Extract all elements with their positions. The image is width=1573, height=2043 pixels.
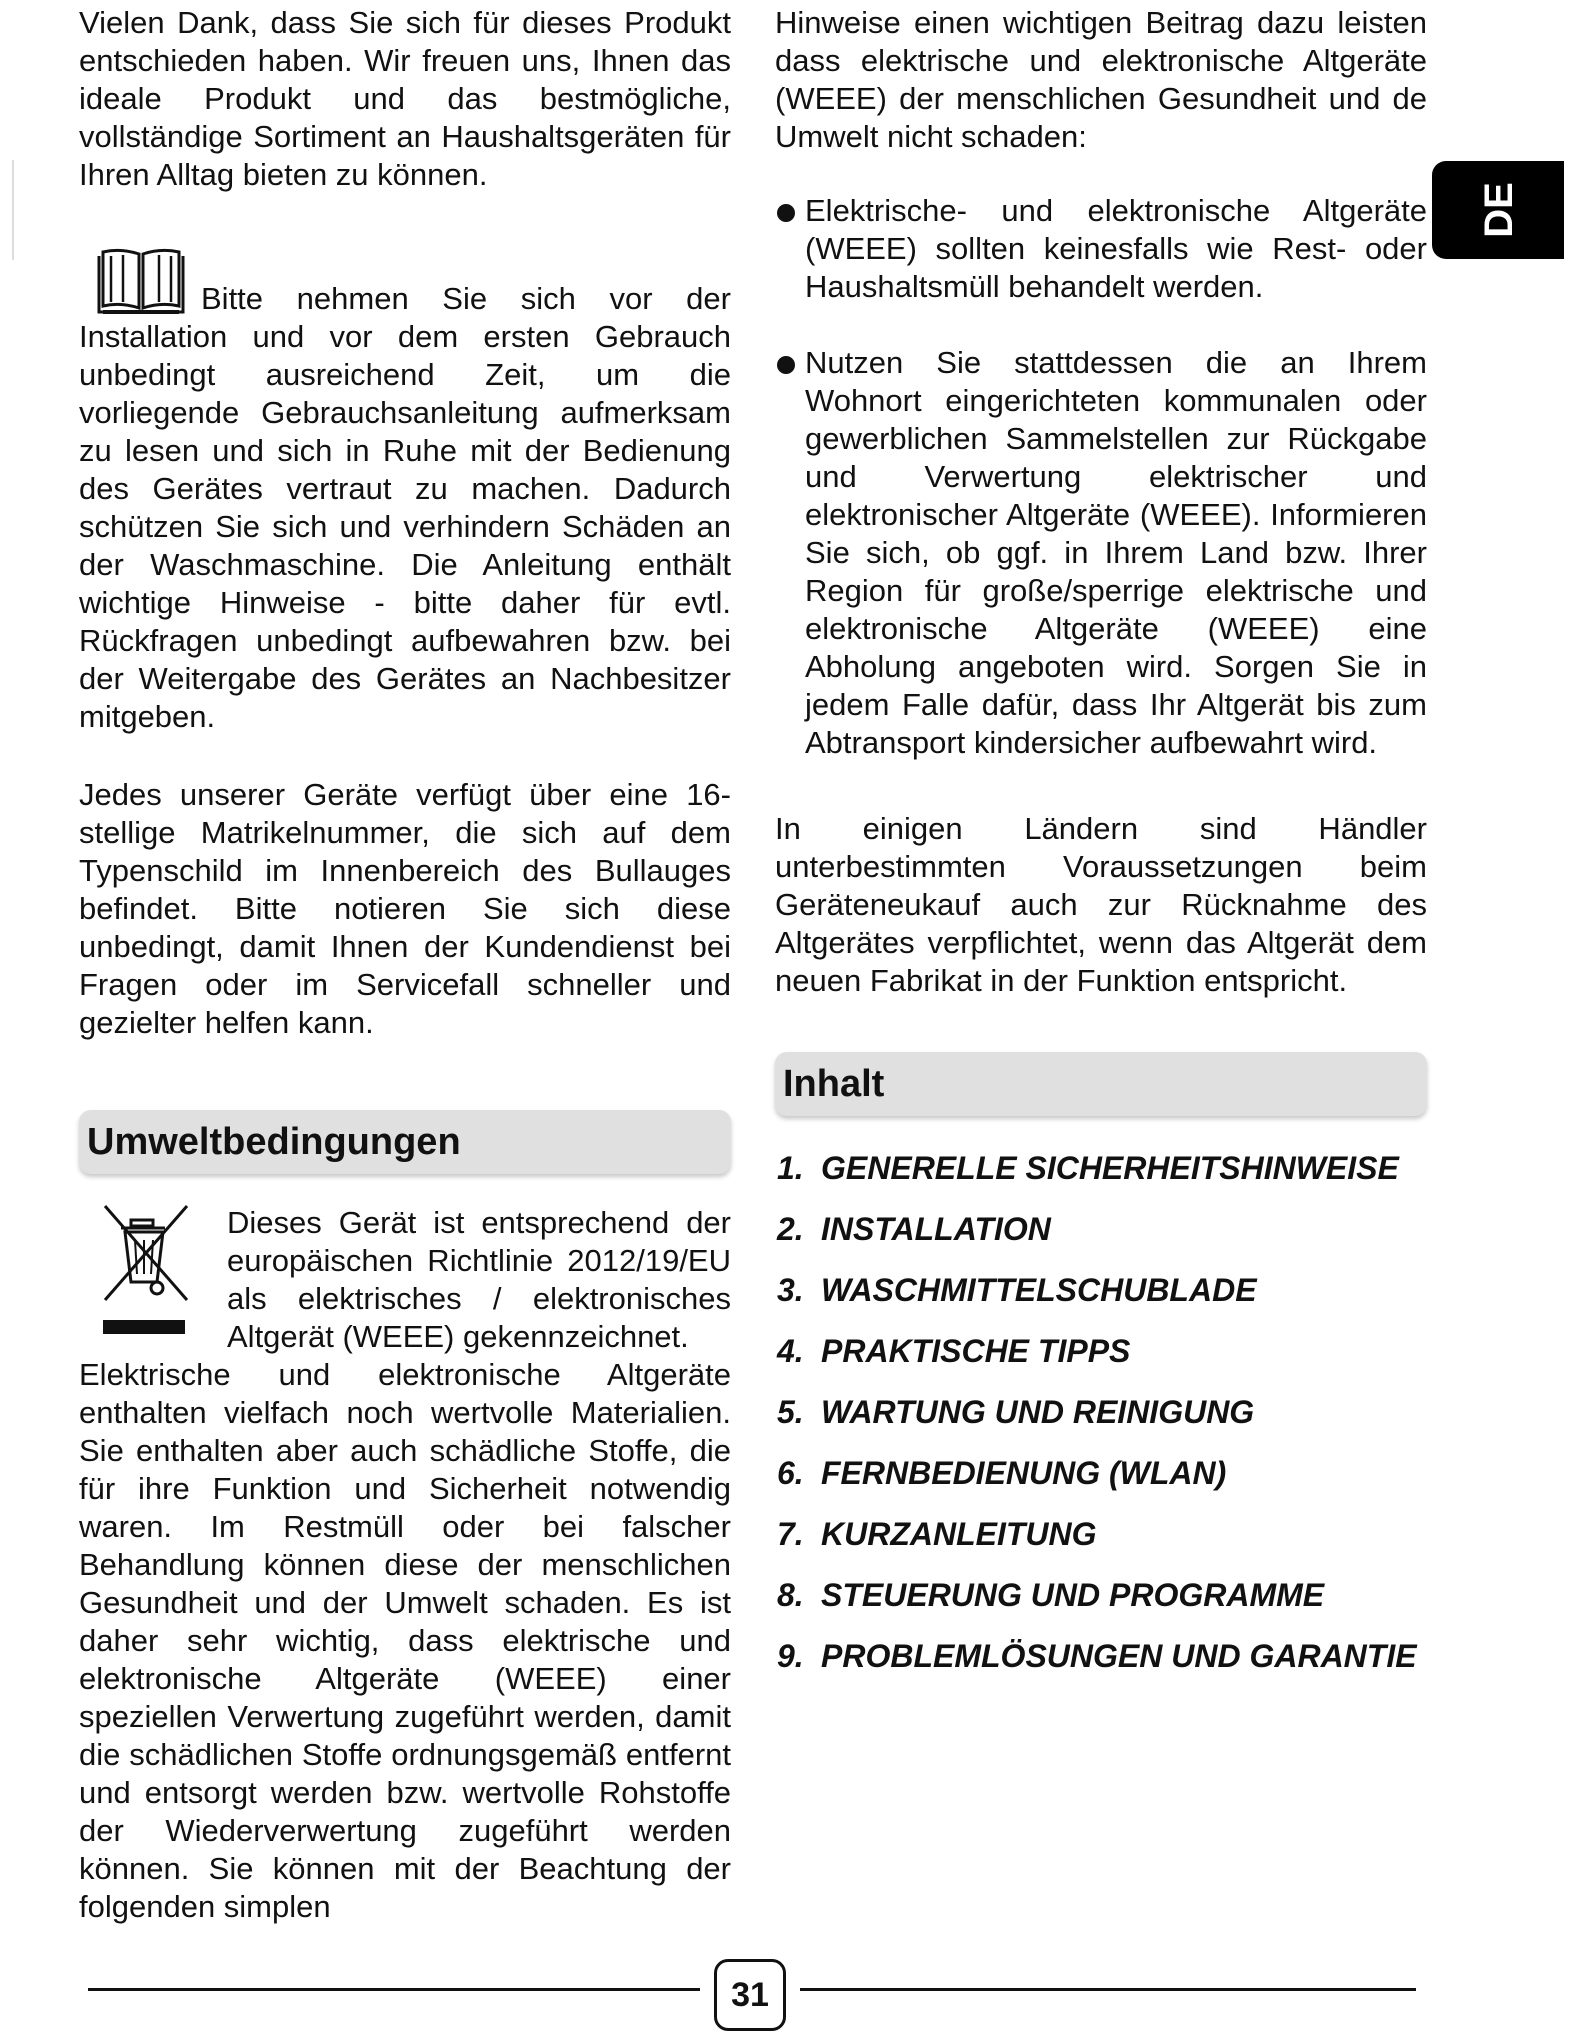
bullet-item — [775, 192, 1427, 306]
manual-paragraph: Installation und vor dem ersten Gebrauch unbedingt ausreichend Zeit, um die vorliegende Gebrauchsanleitung aufmerksam zu lesen und sich in Ruhe mit der Bedienung des Gerätes vertraut zu machen. Dadurch schützen Sie sich und verhindern Schäden an der Waschmaschine. Die Anleitung enthält wichtige Hinweise - bitte daher für evtl. Rückfragen unbedingt aufbewahren bzw. bei der Weitergabe des Gerätes an Nachbesitzer mitgeben. — [79, 319, 731, 734]
toc-item[interactable]: 6. FERNBEDIENUNG (WLAN) — [777, 1455, 1227, 1491]
toc-item[interactable]: 9. PROBLEMLÖSUNGEN UND GARANTIE — [777, 1638, 1417, 1674]
manual-notice — [79, 246, 731, 736]
return-paragraph: In einigen Ländern sind Händler unterbestimmten Voraussetzungen beim Geräteneukauf auch zur Rücknahme des Altgerätes verpflichtet, wenn das Altgerät dem neuen Fabrikat in der Funktion entspricht. — [775, 811, 1427, 998]
contents-heading: Inhalt — [775, 1052, 1427, 1116]
language-tab — [1432, 161, 1564, 259]
bullet-dot-icon — [777, 204, 795, 222]
weee-notice — [79, 1204, 731, 1356]
left-column — [79, 0, 731, 1926]
manual-first-line: Bitte nehmen Sie sich vor der — [201, 281, 731, 316]
table-of-contents — [775, 1138, 1427, 1687]
language-label: DE — [1477, 182, 1521, 238]
bullet-item — [775, 344, 1427, 762]
margin-mark — [12, 160, 14, 260]
toc-item[interactable]: 4. PRAKTISCHE TIPPS — [777, 1333, 1131, 1369]
weee-directive-text: Dieses Gerät ist entsprechend der europäischen Richtlinie 2012/19/EU als elektrisches / elektronisches Altgerät (WEEE) gekennzeichnet. — [227, 1205, 731, 1354]
serial-number-paragraph: Jedes unserer Geräte verfügt über eine 16-stellige Matrikelnummer, die sich auf dem Typenschild im Innenbereich des Bullauges befindet. Bitte notieren Sie sich diese unbedingt, damit Ihnen der Kundendienst bei Fragen oder im Servicefall schneller und gezielter helfen kann. — [79, 777, 731, 1040]
intro-paragraph: Vielen Dank, dass Sie sich für dieses Produkt entschieden haben. Wir freuen uns, Ihnen das ideale Produkt und das bestmögliche, vollständige Sortiment an Haushaltsgeräten für Ihren Alltag bieten zu können. — [79, 5, 731, 192]
bullet-text: Elektrische- und elektronische Altgeräte (WEEE) sollten keinesfalls wie Rest- oder Haushaltsmüll behandelt werden. — [805, 193, 1427, 304]
bullet-dot-icon — [777, 356, 795, 374]
environment-heading: Umweltbedingungen — [79, 1110, 731, 1174]
bullet-text: Nutzen Sie stattdessen die an Ihrem Wohnort eingerichteten kommunalen oder gewerblichen Sammelstellen zur Rückgabe und Verwertung elektrischer und elektronischer Altgeräte (WEEE). Informieren Sie sich, ob ggf. in Ihrem Land bzw. Ihrer Region für große/sperrige elektrische und elektronische Altgeräte (WEEE) eine Abholung angeboten wird. Sorgen Sie in jedem Falle dafür, dass Ihr Altgerät bis zum Abtransport kindersicher aufbewahrt wird. — [805, 345, 1427, 760]
toc-item[interactable]: 3. WASCHMITTELSCHUBLADE — [777, 1272, 1257, 1308]
toc-item[interactable]: 1. GENERELLE SICHERHEITSHINWEISE — [777, 1150, 1399, 1186]
toc-item[interactable]: 2. INSTALLATION — [777, 1211, 1051, 1247]
footer-rule-right — [800, 1988, 1416, 1991]
continuation-paragraph: Hinweise einen wichtigen Beitrag dazu leisten dass elektrische und elektronische Altgeräte (WEEE) der menschlichen Gesundheit und de Umwelt nicht schaden: — [775, 5, 1427, 154]
toc-item[interactable]: 5. WARTUNG UND REINIGUNG — [777, 1394, 1255, 1430]
right-column — [775, 0, 1427, 1687]
toc-item[interactable]: 8. STEUERUNG UND PROGRAMME — [777, 1577, 1325, 1613]
book-icon — [95, 246, 187, 318]
footer-rule-left — [88, 1988, 700, 1991]
page-number: 31 — [714, 1959, 786, 2031]
crossed-bin-icon — [103, 1204, 191, 1336]
weee-paragraph: Elektrische und elektronische Altgeräte enthalten vielfach noch wertvolle Materialien. Sie enthalten aber auch schädliche Stoffe, die für ihre Funktion und Sicherheit notwendig waren. Im Restmüll oder bei falscher Behandlung können diese der menschlichen Gesundheit und der Umwelt schaden. Es ist daher sehr wichtig, dass elektrische und elektronische Altgeräte (WEEE) einer speziellen Verwertung zugeführt werden, damit die schädlichen Stoffe ordnungsgemäß entfernt und entsorgt werden bzw. wertvolle Rohstoffe der Wiederverwertung zugeführt werden können. Sie können mit der Beachtung der folgenden simplen — [79, 1357, 731, 1924]
toc-item[interactable]: 7. KURZANLEITUNG — [777, 1516, 1097, 1552]
